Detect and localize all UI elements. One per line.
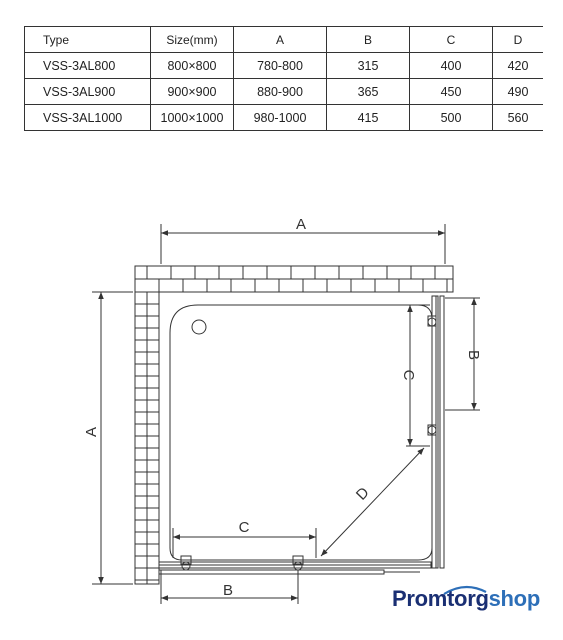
label-a-top: A [295, 216, 307, 233]
cell-b: 365 [327, 79, 410, 105]
shower-tray [170, 305, 432, 560]
label-c-right: C [400, 369, 417, 381]
cell-size: 900×900 [151, 79, 234, 105]
header-size: Size(mm) [151, 27, 234, 53]
drain [192, 320, 206, 334]
label-c-bottom: C [238, 519, 250, 536]
brand-name-part1: Promtorg [392, 586, 489, 611]
label-d-diagonal: D [352, 484, 373, 504]
label-a-left: A [83, 426, 100, 438]
cell-type: VSS-3AL900 [25, 79, 151, 105]
header-type: Type [25, 27, 151, 53]
cell-c: 500 [410, 105, 493, 131]
cell-a: 980-1000 [234, 105, 327, 131]
cell-b: 315 [327, 53, 410, 79]
label-b-bottom: B [222, 582, 234, 599]
cell-c: 400 [410, 53, 493, 79]
brand-logo [392, 586, 540, 612]
label-b-right: B [465, 349, 482, 361]
cell-d: 420 [493, 53, 544, 79]
header-b: B [327, 27, 410, 53]
right-sliding-door [428, 296, 444, 568]
bottom-sliding-door [159, 556, 431, 574]
cell-c: 450 [410, 79, 493, 105]
brand-name-part2: shop [488, 586, 540, 611]
cell-size: 800×800 [151, 53, 234, 79]
cell-size: 1000×1000 [151, 105, 234, 131]
dimension-d-diagonal [321, 448, 424, 556]
cell-a: 780-800 [234, 53, 327, 79]
cell-d: 490 [493, 79, 544, 105]
left-wall [135, 292, 159, 584]
cell-type: VSS-3AL800 [25, 53, 151, 79]
header-d: D [493, 27, 544, 53]
header-a: A [234, 27, 327, 53]
header-c: C [410, 27, 493, 53]
cell-d: 560 [493, 105, 544, 131]
top-wall [135, 266, 453, 292]
cell-a: 880-900 [234, 79, 327, 105]
cell-b: 415 [327, 105, 410, 131]
cell-type: VSS-3AL1000 [25, 105, 151, 131]
